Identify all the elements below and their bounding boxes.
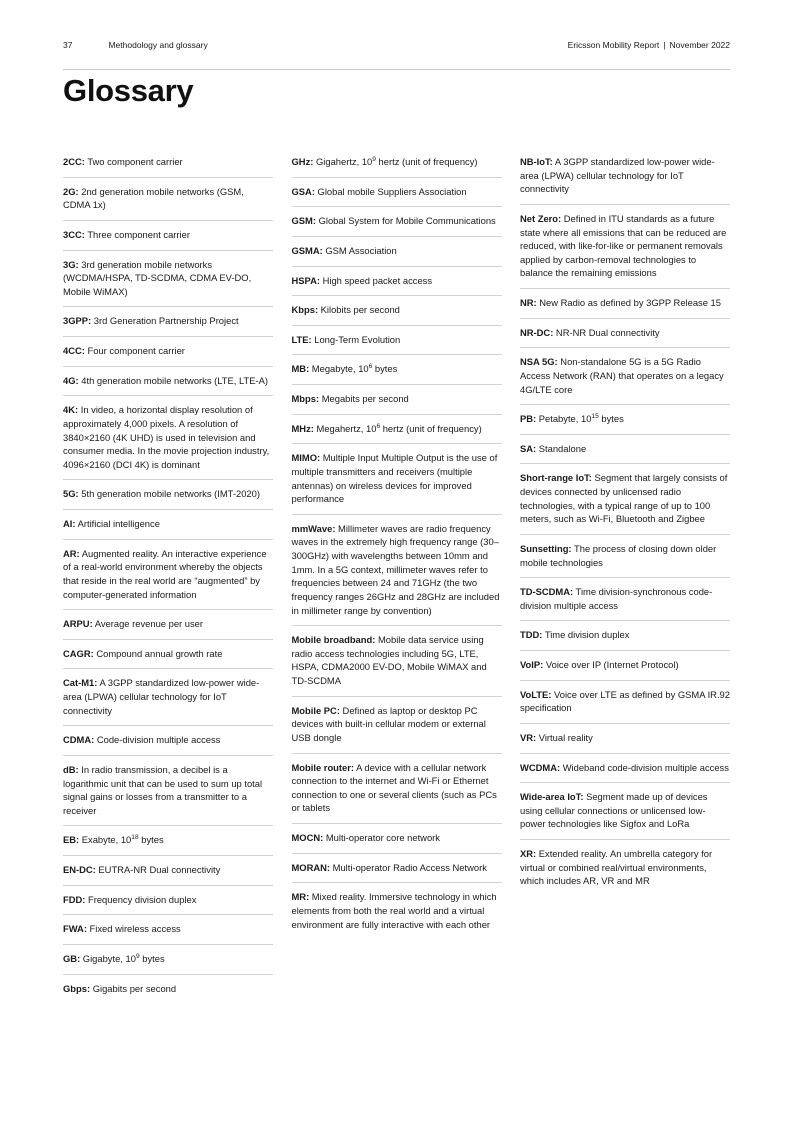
glossary-entry — [63, 885, 273, 915]
glossary-entry — [520, 839, 730, 896]
glossary-term: NR: — [520, 297, 537, 308]
glossary-term: MORAN: — [291, 861, 331, 873]
glossary-term: FWA: — [63, 923, 87, 935]
glossary-term: TDD: — [520, 629, 543, 641]
glossary-definition: Code-division multiple access — [94, 734, 221, 746]
glossary-definition: Artificial intelligence — [75, 518, 160, 529]
glossary-term: 4CC: — [63, 345, 85, 356]
publication-title: Ericsson Mobility Report — [567, 40, 660, 50]
glossary-definition: 3rd generation mobile networks (WCDMA/HSPA, TD-SCDMA, CDMA EV-DO, Mobile WiMAX) — [63, 258, 252, 297]
issue-date: November 2022 — [669, 40, 730, 50]
glossary-definition: Global mobile Suppliers Association — [314, 185, 467, 197]
glossary-definition: Mixed reality. Immersive technology in which elements from both the real world and a virtual environment are fully interactive with each other — [291, 891, 497, 930]
glossary-entry — [292, 155, 502, 177]
glossary-definition-cont: bytes — [138, 834, 164, 846]
glossary-term: MIMO: — [291, 452, 321, 464]
glossary-definition: In video, a horizontal display resolution of approximately 4,000 pixels. A resolution of 3840×2160 (4K UHD) is used in television and consumer media. In the movie projection industry, 4096×2160 (DCI 4K) is dominant — [63, 404, 270, 470]
glossary-entry — [520, 753, 730, 783]
glossary-definition: Gigabits per second — [90, 982, 177, 994]
glossary-entry — [63, 609, 273, 639]
glossary-term: dB: — [63, 763, 79, 775]
glossary-term: Mobile broadband: — [291, 634, 376, 646]
glossary-entry — [292, 853, 502, 883]
glossary-definition: Multi-operator core network — [323, 832, 440, 843]
glossary-entry — [63, 177, 273, 220]
glossary-entry — [63, 914, 273, 944]
glossary-entry — [520, 534, 730, 577]
glossary-entry — [63, 155, 273, 177]
glossary-definition: Segment made up of devices using cellular connections or unlicensed low-power technologies like Sigfox and LoRa — [520, 791, 708, 830]
glossary-definition: A 3GPP standardized low-power wide-area (LPWA) cellular technology for IoT connectivity — [520, 156, 715, 195]
glossary-entry — [292, 823, 502, 853]
glossary-definition: Augmented reality. An interactive experience of a real-world environment whereby the objects that reside in the real world are “augmented” by computer-generated information — [63, 547, 267, 600]
glossary-entry — [63, 825, 273, 855]
glossary-definition: EUTRA-NR Dual connectivity — [95, 864, 221, 875]
glossary-term: MOCN: — [291, 832, 324, 843]
glossary-term: EN-DC: — [63, 864, 96, 875]
glossary-entry — [292, 206, 502, 236]
glossary-term: 4K: — [63, 404, 79, 416]
glossary-entry — [63, 336, 273, 366]
glossary-term: TD-SCDMA: — [520, 586, 574, 598]
glossary-term: MR: — [291, 891, 310, 903]
glossary-definition: A device with a cellular network connection to the internet and Wi-Fi or Ethernet connection to one or several clients (such as PCs or tablets — [291, 761, 497, 814]
glossary-entry — [520, 723, 730, 753]
glossary-entry — [292, 266, 502, 296]
glossary-entry — [63, 395, 273, 479]
glossary-term: CAGR: — [63, 647, 94, 659]
glossary-entry — [292, 236, 502, 266]
glossary-definition: Petabyte, 10 — [536, 413, 592, 425]
glossary-definition: Frequency division duplex — [85, 893, 197, 905]
glossary-definition-cont: hertz (unit of frequency) — [375, 156, 478, 167]
glossary-entry — [63, 509, 273, 539]
glossary-entry — [292, 753, 502, 824]
glossary-entry — [520, 680, 730, 723]
glossary-definition: 5th generation mobile networks (IMT-2020) — [78, 488, 260, 500]
glossary-definition-cont: bytes — [598, 413, 624, 425]
glossary-term: XR: — [520, 848, 537, 859]
header-separator: | — [663, 40, 666, 50]
header-right-group — [568, 40, 730, 50]
glossary-term: 2G: — [63, 185, 79, 197]
glossary-definition: Defined in ITU standards as a future state where all emissions that can be reduced are reduced, with like-for-like or permanent removals applied by carbon-removal technologies to balance the remaining emissions — [520, 212, 727, 279]
glossary-entry — [520, 347, 730, 404]
glossary-entry — [520, 404, 730, 434]
glossary-term: GSM: — [291, 215, 316, 227]
glossary-definition: Defined as laptop or desktop PC devices with built-in cellular modem or external USB dongle — [291, 704, 486, 743]
glossary-exponent: 9 — [372, 155, 376, 163]
glossary-definition: Time division duplex — [542, 629, 630, 641]
glossary-entry — [63, 755, 273, 826]
glossary-entry — [63, 220, 273, 250]
glossary-term: 5G: — [63, 488, 79, 500]
glossary-definition: Long-Term Evolution — [311, 333, 401, 345]
glossary-definition: In radio transmission, a decibel is a logarithmic unit that can be used to sum up total signal gains or losses from a transmitter to a receiver — [63, 763, 263, 816]
glossary-term: SA: — [520, 442, 537, 454]
glossary-definition: High speed packet access — [319, 274, 433, 286]
glossary-term: PB: — [520, 413, 537, 425]
glossary-definition: Megabyte, 10 — [309, 363, 369, 375]
glossary-term: GSA: — [291, 185, 315, 197]
glossary-entry — [63, 539, 273, 610]
glossary-definition: Fixed wireless access — [86, 923, 181, 935]
glossary-column-1 — [63, 155, 273, 1003]
glossary-term: CDMA: — [63, 734, 95, 746]
glossary-entry — [292, 882, 502, 939]
page-number: 37 — [63, 40, 73, 50]
glossary-term: VR: — [520, 731, 537, 743]
glossary-entry — [292, 295, 502, 325]
glossary-entry — [292, 443, 502, 514]
glossary-entry — [292, 696, 502, 753]
glossary-definition: 4th generation mobile networks (LTE, LTE-A) — [78, 374, 268, 386]
glossary-exponent: 15 — [591, 413, 599, 420]
glossary-term: Mobile router: — [291, 761, 354, 773]
glossary-term: GB: — [63, 952, 81, 964]
glossary-definition: Time division-synchronous code-division multiple access — [520, 586, 713, 611]
page-title: Glossary — [63, 73, 194, 108]
glossary-exponent: 6 — [376, 422, 381, 430]
glossary-entry — [292, 625, 502, 696]
glossary-term: NR-DC: — [520, 326, 554, 338]
glossary-columns — [63, 155, 730, 1003]
glossary-term: GSMA: — [291, 244, 323, 256]
glossary-definition: Megahertz, 10 — [313, 422, 377, 434]
glossary-definition: Gigahertz, 10 — [313, 156, 373, 167]
glossary-definition: Gigabyte, 10 — [80, 952, 136, 964]
glossary-term: Short-range IoT: — [520, 472, 592, 484]
glossary-entry — [63, 639, 273, 669]
glossary-term: 4G: — [63, 374, 79, 386]
glossary-entry — [520, 204, 730, 288]
glossary-term: MB: — [291, 363, 310, 375]
glossary-entry — [520, 463, 730, 534]
glossary-definition: Exabyte, 10 — [79, 834, 132, 846]
glossary-term: WCDMA: — [520, 761, 561, 773]
glossary-term: 3CC: — [63, 228, 85, 240]
glossary-term: Kbps: — [291, 304, 319, 316]
glossary-definition: Compound annual growth rate — [93, 647, 223, 659]
glossary-term: Wide-area IoT: — [520, 791, 584, 803]
glossary-definition: NR-NR Dual connectivity — [553, 326, 660, 338]
glossary-term: NSA 5G: — [520, 356, 558, 368]
glossary-term: Sunsetting: — [520, 542, 572, 554]
glossary-entry — [292, 384, 502, 414]
glossary-definition: GSM Association — [322, 244, 397, 256]
glossary-term: 3GPP: — [63, 315, 92, 327]
glossary-entry — [63, 725, 273, 755]
glossary-term: VoIP: — [520, 659, 544, 670]
glossary-entry — [520, 650, 730, 680]
glossary-entry — [520, 434, 730, 464]
glossary-definition: Three component carrier — [84, 228, 190, 240]
glossary-definition: Virtual reality — [536, 731, 593, 743]
glossary-definition: Millimeter waves are radio frequency waves in the extremely high frequency range (30–300GHz) with wavelengths between 10mm and 1mm. In a 5G context, millimeter waves refer to frequencies between 24 and 71GHz (the two frequency ranges 26GHz and 28GHz are included in millimeter range by convention) — [291, 522, 500, 616]
glossary-definition: Average revenue per user — [92, 618, 204, 630]
glossary-term: NB-IoT: — [520, 156, 553, 167]
glossary-column-3 — [520, 155, 730, 1003]
glossary-entry — [63, 479, 273, 509]
glossary-entry — [292, 177, 502, 207]
glossary-term: EB: — [63, 834, 80, 846]
glossary-entry — [520, 155, 730, 204]
glossary-term: ARPU: — [63, 618, 93, 630]
glossary-entry — [520, 577, 730, 620]
glossary-term: Mbps: — [291, 393, 320, 404]
glossary-definition: Mobile data service using radio access technologies including 5G, LTE, HSPA, CDMA2000 EV-DO, Mobile WiMAX and TD-SCDMA — [291, 634, 487, 686]
glossary-entry — [292, 325, 502, 355]
glossary-entry — [520, 288, 730, 318]
glossary-exponent: 6 — [368, 363, 373, 371]
glossary-definition: Four component carrier — [84, 345, 185, 356]
glossary-term: Cat-M1: — [63, 677, 98, 689]
glossary-term: 3G: — [63, 258, 79, 270]
glossary-entry — [63, 974, 273, 1004]
glossary-entry — [520, 620, 730, 650]
glossary-entry — [292, 414, 502, 444]
glossary-column-2 — [292, 155, 502, 1003]
glossary-definition-cont: hertz (unit of frequency) — [380, 422, 482, 434]
glossary-term: AI: — [63, 518, 76, 529]
glossary-entry — [292, 354, 502, 384]
glossary-entry — [63, 366, 273, 396]
glossary-definition: Global System for Mobile Communications — [315, 215, 496, 227]
glossary-definition: Standalone — [536, 442, 587, 454]
glossary-definition: Kilobits per second — [318, 304, 400, 316]
header-left-group — [63, 40, 208, 50]
glossary-definition-cont: bytes — [372, 363, 398, 375]
glossary-term: Mobile PC: — [291, 704, 340, 716]
glossary-definition: A 3GPP standardized low-power wide-area (LPWA) cellular technology for IoT connectivity — [63, 677, 260, 716]
glossary-exponent: 18 — [131, 834, 139, 842]
glossary-term: 2CC: — [63, 156, 85, 167]
glossary-definition: New Radio as defined by 3GPP Release 15 — [536, 297, 721, 308]
glossary-exponent: 9 — [135, 952, 140, 960]
glossary-term: AR: — [63, 547, 80, 559]
glossary-entry — [63, 668, 273, 725]
glossary-definition: Megabits per second — [319, 393, 409, 404]
glossary-entry — [520, 318, 730, 348]
glossary-term: GHz: — [291, 156, 314, 167]
glossary-definition: Multi-operator Radio Access Network — [330, 861, 487, 873]
glossary-definition: 2nd generation mobile networks (GSM, CDMA 1x) — [63, 185, 244, 211]
glossary-entry — [63, 250, 273, 307]
glossary-term: HSPA: — [291, 274, 320, 286]
glossary-definition: Voice over IP (Internet Protocol) — [543, 659, 679, 670]
glossary-term: MHz: — [291, 422, 314, 434]
glossary-entry — [63, 944, 273, 974]
glossary-definition: Extended reality. An umbrella category for virtual or combined real/virtual environments, which includes AR, VR and MR — [520, 848, 713, 887]
glossary-term: Net Zero: — [520, 212, 562, 224]
page-header — [63, 40, 730, 70]
glossary-definition: Two component carrier — [84, 156, 183, 167]
header-section-label: Methodology and glossary — [108, 40, 208, 50]
glossary-term: mmWave: — [291, 522, 336, 534]
glossary-definition-cont: bytes — [139, 952, 165, 964]
glossary-definition: Multiple Input Multiple Output is the use of multiple transmitters and receivers (multiple antennas) on wireless devices for improved performance — [291, 452, 498, 505]
glossary-definition: The process of closing down older mobile technologies — [520, 542, 717, 568]
glossary-entry — [292, 514, 502, 625]
glossary-term: Gbps: — [63, 982, 91, 994]
glossary-term: VoLTE: — [520, 688, 552, 700]
glossary-term: FDD: — [63, 893, 86, 905]
glossary-definition: 3rd Generation Partnership Project — [91, 315, 239, 327]
glossary-definition: Segment that largely consists of devices connected by unlicensed radio technologies, with a typical range of up to 100 meters, such as Wi-Fi, Bluetooth and Zigbee — [520, 472, 728, 525]
glossary-term: LTE: — [291, 333, 312, 345]
glossary-entry — [520, 782, 730, 839]
glossary-definition: Non-standalone 5G is a 5G Radio Access Network (RAN) that operates on a legacy 4G/LTE core — [520, 356, 724, 395]
glossary-entry — [63, 855, 273, 885]
glossary-entry — [63, 306, 273, 336]
glossary-definition: Voice over LTE as defined by GSMA IR.92 specification — [520, 688, 730, 714]
glossary-definition: Wideband code-division multiple access — [560, 761, 729, 773]
